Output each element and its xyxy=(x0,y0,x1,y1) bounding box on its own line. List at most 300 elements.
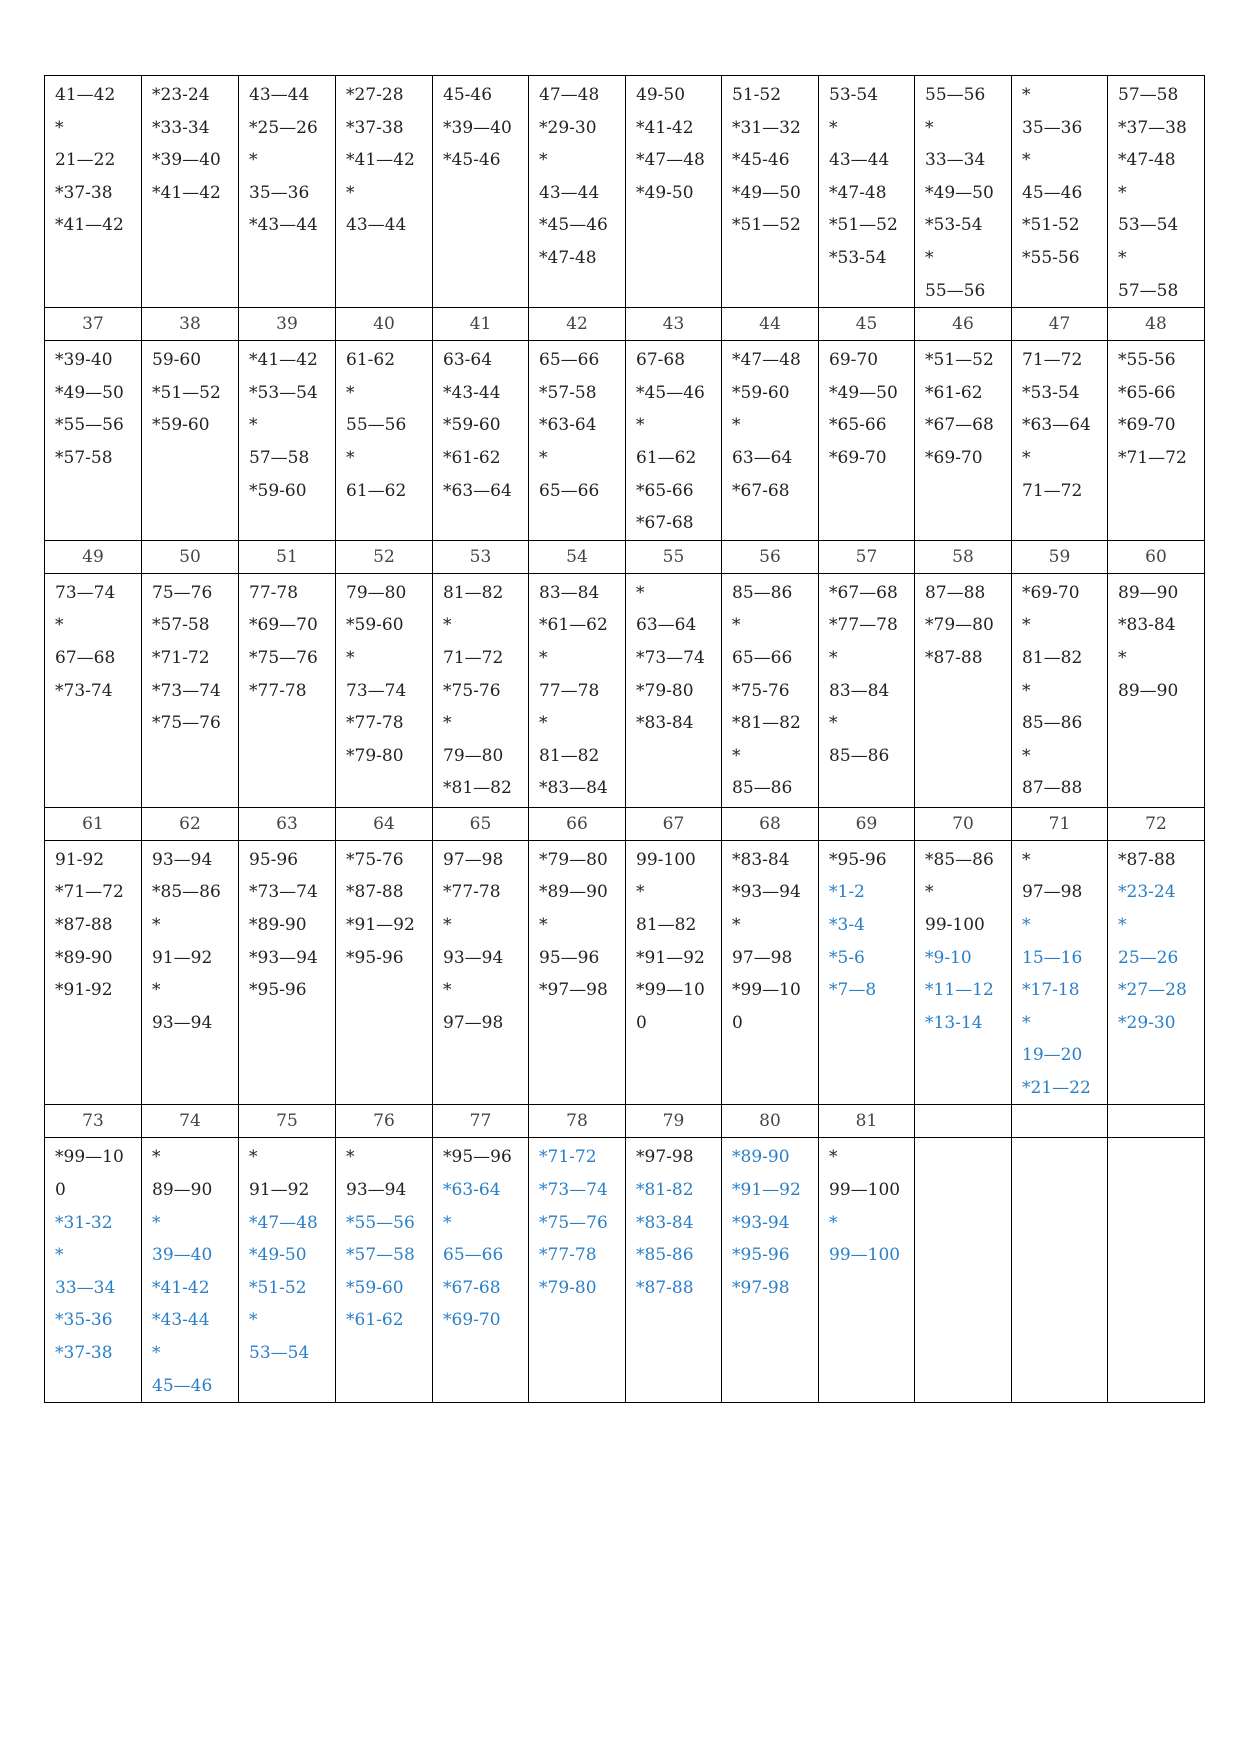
content-row xyxy=(45,840,1205,1105)
header-cell: 49 xyxy=(45,540,142,573)
cell-line: * xyxy=(249,1310,258,1331)
header-cell: 40 xyxy=(336,308,433,341)
schedule-cell xyxy=(819,840,915,1105)
cell-line: * xyxy=(55,117,64,138)
cell-line: 85—86 xyxy=(1022,713,1083,734)
cell-line: 89—90 xyxy=(152,1180,213,1201)
cell-line: *73—74 xyxy=(636,647,705,668)
cell-line: 35—36 xyxy=(1022,117,1083,138)
cell-line: *9-10 xyxy=(925,947,972,968)
cell-line: *39—40 xyxy=(152,150,221,171)
cell-line: *83-84 xyxy=(732,849,790,870)
header-cell: 59 xyxy=(1012,540,1108,573)
cell-line: 35—36 xyxy=(249,182,310,203)
schedule-cell xyxy=(529,76,626,308)
content-row xyxy=(45,76,1205,308)
cell-line: 63—64 xyxy=(636,615,697,636)
schedule-cell xyxy=(142,341,239,541)
cell-line: *81-82 xyxy=(636,1180,694,1201)
header-cell: 71 xyxy=(1012,807,1108,840)
cell-line: * xyxy=(346,182,355,203)
cell-line: 81—82 xyxy=(1022,647,1083,668)
cell-line: * xyxy=(443,980,452,1001)
schedule-cell xyxy=(1012,341,1108,541)
cell-line: *59-60 xyxy=(249,480,307,501)
cell-line: *29-30 xyxy=(539,117,597,138)
cell-line: 33—34 xyxy=(925,150,986,171)
cell-line: *69-70 xyxy=(443,1310,501,1331)
cell-line: *83-84 xyxy=(636,713,694,734)
schedule-cell xyxy=(915,573,1012,807)
cell-line: *57—58 xyxy=(346,1245,415,1266)
cell-line: *41—42 xyxy=(346,150,415,171)
header-cell: 68 xyxy=(722,807,819,840)
cell-line: *95-96 xyxy=(249,980,307,1001)
cell-line: 97—98 xyxy=(443,1012,504,1033)
cell-line: * xyxy=(732,914,741,935)
cell-line: 79—80 xyxy=(346,582,407,603)
cell-line: * xyxy=(1118,647,1127,668)
cell-line: *97-98 xyxy=(636,1147,694,1168)
cell-line: * xyxy=(152,914,161,935)
cell-line: 19—20 xyxy=(1022,1045,1083,1066)
cell-line: *45-46 xyxy=(443,150,501,171)
cell-line: *43-44 xyxy=(152,1310,210,1331)
cell-line: * xyxy=(443,713,452,734)
cell-line: * xyxy=(732,615,741,636)
schedule-cell xyxy=(433,840,529,1105)
cell-line: *5-6 xyxy=(829,947,865,968)
cell-line: * xyxy=(152,1212,161,1233)
cell-line: 0 xyxy=(55,1180,66,1201)
content-row xyxy=(45,341,1205,541)
cell-line: * xyxy=(539,647,548,668)
header-cell: 55 xyxy=(626,540,722,573)
cell-line: * xyxy=(636,415,645,436)
schedule-cell xyxy=(433,76,529,308)
cell-line: *89—90 xyxy=(539,882,608,903)
cell-line: 63-64 xyxy=(443,350,493,371)
cell-line: 77-78 xyxy=(249,582,299,603)
cell-line: * xyxy=(1022,914,1031,935)
cell-line: 45—46 xyxy=(1022,182,1083,203)
cell-line: * xyxy=(346,382,355,403)
schedule-cell xyxy=(239,341,336,541)
cell-line: 43—44 xyxy=(829,150,890,171)
cell-line: *51—52 xyxy=(829,215,898,236)
cell-line: 39—40 xyxy=(152,1245,213,1266)
cell-line: *59-60 xyxy=(346,1277,404,1298)
cell-line: * xyxy=(1118,182,1127,203)
cell-line: 45—46 xyxy=(152,1375,213,1396)
schedule-cell xyxy=(819,76,915,308)
cell-line: 45-46 xyxy=(443,85,493,105)
cell-line: *87-88 xyxy=(346,882,404,903)
cell-line: * xyxy=(732,415,741,436)
cell-line: * xyxy=(829,117,838,138)
cell-line: *23-24 xyxy=(152,85,210,105)
header-cell: 37 xyxy=(45,308,142,341)
schedule-cell xyxy=(915,1138,1012,1403)
schedule-cell xyxy=(915,840,1012,1105)
header-cell: 44 xyxy=(722,308,819,341)
header-cell: 56 xyxy=(722,540,819,573)
header-cell: 57 xyxy=(819,540,915,573)
cell-line: *77—78 xyxy=(829,615,898,636)
cell-line: *41—42 xyxy=(152,182,221,203)
schedule-cell xyxy=(915,76,1012,308)
cell-line: * xyxy=(249,150,258,171)
cell-line: 71—72 xyxy=(443,647,504,668)
cell-line: *37-38 xyxy=(55,182,113,203)
header-cell: 48 xyxy=(1108,308,1205,341)
cell-line: *49-50 xyxy=(636,182,694,203)
cell-line: 89—90 xyxy=(1118,680,1179,701)
cell-line: *99—10 xyxy=(636,980,705,1001)
cell-line: *61-62 xyxy=(346,1310,404,1331)
cell-line: *47-48 xyxy=(1118,150,1176,171)
cell-line: *75—76 xyxy=(539,1212,608,1233)
schedule-cell xyxy=(529,341,626,541)
cell-line: *91—92 xyxy=(636,947,705,968)
cell-line: * xyxy=(636,882,645,903)
schedule-cell xyxy=(915,341,1012,541)
cell-line: *81—82 xyxy=(732,713,801,734)
cell-line: *67-68 xyxy=(732,480,790,501)
header-cell: 45 xyxy=(819,308,915,341)
cell-line: *73—74 xyxy=(539,1180,608,1201)
header-cell: 41 xyxy=(433,308,529,341)
header-cell: 53 xyxy=(433,540,529,573)
cell-line: *37—38 xyxy=(1118,117,1187,138)
schedule-cell xyxy=(45,76,142,308)
cell-line: *43—44 xyxy=(249,215,318,236)
cell-line: *87-88 xyxy=(636,1277,694,1298)
cell-line: *27—28 xyxy=(1118,980,1187,1001)
schedule-cell xyxy=(239,840,336,1105)
cell-line: *99—10 xyxy=(55,1147,124,1168)
cell-line: *67-68 xyxy=(443,1277,501,1298)
cell-line: * xyxy=(539,914,548,935)
cell-line: * xyxy=(925,117,934,138)
cell-line: *67—68 xyxy=(925,415,994,436)
header-row xyxy=(45,308,1205,341)
cell-line: *47—48 xyxy=(636,150,705,171)
header-row xyxy=(45,1105,1205,1138)
cell-line: *67—68 xyxy=(829,582,898,603)
cell-line: 55—56 xyxy=(925,85,986,105)
cell-line: *75-76 xyxy=(346,849,404,870)
cell-line: *59-60 xyxy=(346,615,404,636)
cell-line: *63—64 xyxy=(443,480,512,501)
cell-line: * xyxy=(539,150,548,171)
header-cell: 62 xyxy=(142,807,239,840)
schedule-cell xyxy=(1012,840,1108,1105)
cell-line: * xyxy=(443,615,452,636)
cell-line: 67—68 xyxy=(55,647,116,668)
cell-line: 71—72 xyxy=(1022,480,1083,501)
header-cell: 76 xyxy=(336,1105,433,1138)
cell-line: 81—82 xyxy=(539,745,600,766)
cell-line: *17-18 xyxy=(1022,980,1080,1001)
cell-line: * xyxy=(925,247,934,268)
cell-line: 65—66 xyxy=(732,647,793,668)
schedule-cell xyxy=(529,840,626,1105)
header-cell: 58 xyxy=(915,540,1012,573)
cell-line: *69-70 xyxy=(925,447,983,468)
schedule-cell xyxy=(45,573,142,807)
cell-line: *13-14 xyxy=(925,1012,983,1033)
header-cell: 61 xyxy=(45,807,142,840)
header-cell: 75 xyxy=(239,1105,336,1138)
cell-line: *33-34 xyxy=(152,117,210,138)
cell-line: *43-44 xyxy=(443,382,501,403)
cell-line: * xyxy=(1022,849,1031,870)
cell-line: 43—44 xyxy=(539,182,600,203)
header-cell: 78 xyxy=(529,1105,626,1138)
cell-line: *71—72 xyxy=(1118,447,1187,468)
cell-line: * xyxy=(55,615,64,636)
content-row xyxy=(45,573,1205,807)
cell-line: 87—88 xyxy=(925,582,986,603)
schedule-cell xyxy=(336,341,433,541)
schedule-cell xyxy=(626,840,722,1105)
cell-line: 77—78 xyxy=(539,680,600,701)
schedule-cell xyxy=(1108,573,1205,807)
cell-line: * xyxy=(443,914,452,935)
header-row xyxy=(45,540,1205,573)
cell-line: * xyxy=(346,647,355,668)
cell-line: * xyxy=(346,447,355,468)
cell-line: 65—66 xyxy=(539,480,600,501)
cell-line: *47-48 xyxy=(829,182,887,203)
cell-line: *65-66 xyxy=(1118,382,1176,403)
cell-line: 63—64 xyxy=(732,447,793,468)
cell-line: *73—74 xyxy=(249,882,318,903)
cell-line: *85—86 xyxy=(152,882,221,903)
cell-line: *1-2 xyxy=(829,882,865,903)
cell-line: *57-58 xyxy=(55,447,113,468)
cell-line: *49—50 xyxy=(925,182,994,203)
cell-line: *45—46 xyxy=(539,215,608,236)
schedule-table xyxy=(44,75,1205,1403)
cell-line: *97—98 xyxy=(539,980,608,1001)
header-row xyxy=(45,807,1205,840)
cell-line: *3-4 xyxy=(829,914,865,935)
cell-line: *77-78 xyxy=(346,713,404,734)
cell-line: *77-78 xyxy=(249,680,307,701)
cell-line: 87—88 xyxy=(1022,778,1083,799)
cell-line: * xyxy=(152,1343,161,1364)
header-cell xyxy=(915,1105,1012,1138)
cell-line: 53—54 xyxy=(1118,215,1179,236)
schedule-cell xyxy=(45,840,142,1105)
cell-line: *37-38 xyxy=(346,117,404,138)
header-cell: 60 xyxy=(1108,540,1205,573)
cell-line: 81—82 xyxy=(636,914,697,935)
schedule-cell xyxy=(1012,573,1108,807)
cell-line: 99—100 xyxy=(829,1180,901,1201)
cell-line: * xyxy=(1118,914,1127,935)
header-cell: 54 xyxy=(529,540,626,573)
schedule-cell xyxy=(626,341,722,541)
cell-line: 97—98 xyxy=(1022,882,1083,903)
cell-line: *97-98 xyxy=(732,1277,790,1298)
schedule-cell xyxy=(626,76,722,308)
cell-line: 97—98 xyxy=(732,947,793,968)
cell-line: *93-94 xyxy=(732,1212,790,1233)
cell-line: 83—84 xyxy=(539,582,600,603)
schedule-cell xyxy=(239,1138,336,1403)
cell-line: *69-70 xyxy=(1022,582,1080,603)
cell-line: * xyxy=(636,582,645,603)
cell-line: *53-54 xyxy=(1022,382,1080,403)
cell-line: 59-60 xyxy=(152,350,202,371)
cell-line: *69—70 xyxy=(249,615,318,636)
cell-line: 83—84 xyxy=(829,680,890,701)
header-cell: 63 xyxy=(239,807,336,840)
header-cell: 79 xyxy=(626,1105,722,1138)
cell-line: 85—86 xyxy=(829,745,890,766)
cell-line: *91—92 xyxy=(346,914,415,935)
cell-line: *79-80 xyxy=(636,680,694,701)
cell-line: 67-68 xyxy=(636,350,686,371)
cell-line: 55—56 xyxy=(925,280,986,301)
cell-line: *55—56 xyxy=(55,415,124,436)
cell-line: 61-62 xyxy=(346,350,396,371)
cell-line: *51—52 xyxy=(732,215,801,236)
schedule-cell xyxy=(626,1138,722,1403)
schedule-cell xyxy=(819,573,915,807)
cell-line: 73—74 xyxy=(346,680,407,701)
header-cell: 69 xyxy=(819,807,915,840)
cell-line: *7—8 xyxy=(829,980,877,1001)
cell-line: * xyxy=(1022,150,1031,171)
cell-line: *35-36 xyxy=(55,1310,113,1331)
cell-line: 43—44 xyxy=(346,215,407,236)
cell-line: 99-100 xyxy=(925,914,985,935)
cell-line: *31—32 xyxy=(732,117,801,138)
cell-line: 75—76 xyxy=(152,582,213,603)
schedule-cell xyxy=(722,76,819,308)
cell-line: *47—48 xyxy=(249,1212,318,1233)
header-cell: 70 xyxy=(915,807,1012,840)
schedule-cell xyxy=(433,1138,529,1403)
cell-line: 51-52 xyxy=(732,85,782,105)
cell-line: *75-76 xyxy=(732,680,790,701)
cell-line: *93—94 xyxy=(249,947,318,968)
cell-line: *91-92 xyxy=(55,980,113,1001)
cell-line: 61—62 xyxy=(346,480,407,501)
cell-line: 89—90 xyxy=(1118,582,1179,603)
header-cell: 77 xyxy=(433,1105,529,1138)
cell-line: *45—46 xyxy=(636,382,705,403)
cell-line: *77-78 xyxy=(443,882,501,903)
cell-line: *51-52 xyxy=(1022,215,1080,236)
cell-line: *69-70 xyxy=(1118,415,1176,436)
cell-line: *57-58 xyxy=(152,615,210,636)
cell-line: 61—62 xyxy=(636,447,697,468)
cell-line: *41-42 xyxy=(636,117,694,138)
header-cell: 38 xyxy=(142,308,239,341)
schedule-cell xyxy=(336,840,433,1105)
cell-line: 93—94 xyxy=(152,1012,213,1033)
cell-line: *31-32 xyxy=(55,1212,113,1233)
cell-line: *89-90 xyxy=(732,1147,790,1168)
cell-line: *61-62 xyxy=(925,382,983,403)
cell-line: *89-90 xyxy=(249,914,307,935)
cell-line: *77-78 xyxy=(539,1245,597,1266)
header-cell: 74 xyxy=(142,1105,239,1138)
cell-line: 57—58 xyxy=(249,447,310,468)
header-cell: 39 xyxy=(239,308,336,341)
cell-line: *45-46 xyxy=(732,150,790,171)
cell-line: *53-54 xyxy=(829,247,887,268)
cell-line: *85—86 xyxy=(925,849,994,870)
cell-line: 95-96 xyxy=(249,849,299,870)
cell-line: * xyxy=(1118,247,1127,268)
cell-line: *51—52 xyxy=(925,350,994,371)
cell-line: *89-90 xyxy=(55,947,113,968)
header-cell: 81 xyxy=(819,1105,915,1138)
schedule-cell xyxy=(239,76,336,308)
cell-line: *95-96 xyxy=(346,947,404,968)
cell-line: 55—56 xyxy=(346,415,407,436)
cell-line: *23-24 xyxy=(1118,882,1176,903)
cell-line: *53-54 xyxy=(925,215,983,236)
header-cell: 51 xyxy=(239,540,336,573)
header-cell: 67 xyxy=(626,807,722,840)
cell-line: 0 xyxy=(732,1012,743,1033)
cell-line: * xyxy=(539,713,548,734)
cell-line: *63—64 xyxy=(1022,415,1091,436)
cell-line: *87-88 xyxy=(55,914,113,935)
cell-line: *79-80 xyxy=(539,1277,597,1298)
cell-line: *95-96 xyxy=(732,1245,790,1266)
cell-line: * xyxy=(152,980,161,1001)
cell-line: 99-100 xyxy=(636,849,696,870)
cell-line: * xyxy=(1022,85,1031,105)
cell-line: *83—84 xyxy=(539,778,608,799)
schedule-cell xyxy=(142,76,239,308)
cell-line: *71—72 xyxy=(55,882,124,903)
schedule-cell xyxy=(1108,341,1205,541)
cell-line: 71—72 xyxy=(1022,350,1083,371)
cell-line: *73—74 xyxy=(152,680,221,701)
cell-line: *61-62 xyxy=(443,447,501,468)
cell-line: 95—96 xyxy=(539,947,600,968)
cell-line: *41—42 xyxy=(55,215,124,236)
cell-line: 91-92 xyxy=(55,849,105,870)
cell-line: *41—42 xyxy=(249,350,318,371)
cell-line: 65—66 xyxy=(443,1245,504,1266)
cell-line: * xyxy=(55,1245,64,1266)
cell-line: 91—92 xyxy=(249,1180,310,1201)
schedule-cell xyxy=(45,341,142,541)
header-cell: 80 xyxy=(722,1105,819,1138)
cell-line: *63-64 xyxy=(539,415,597,436)
header-cell xyxy=(1012,1105,1108,1138)
cell-line: *79—80 xyxy=(539,849,608,870)
schedule-cell xyxy=(336,1138,433,1403)
cell-line: *79-80 xyxy=(346,745,404,766)
cell-line: 0 xyxy=(636,1012,647,1033)
header-cell: 66 xyxy=(529,807,626,840)
cell-line: 85—86 xyxy=(732,778,793,799)
cell-line: 93—94 xyxy=(152,849,213,870)
cell-line: * xyxy=(925,882,934,903)
cell-line: *81—82 xyxy=(443,778,512,799)
